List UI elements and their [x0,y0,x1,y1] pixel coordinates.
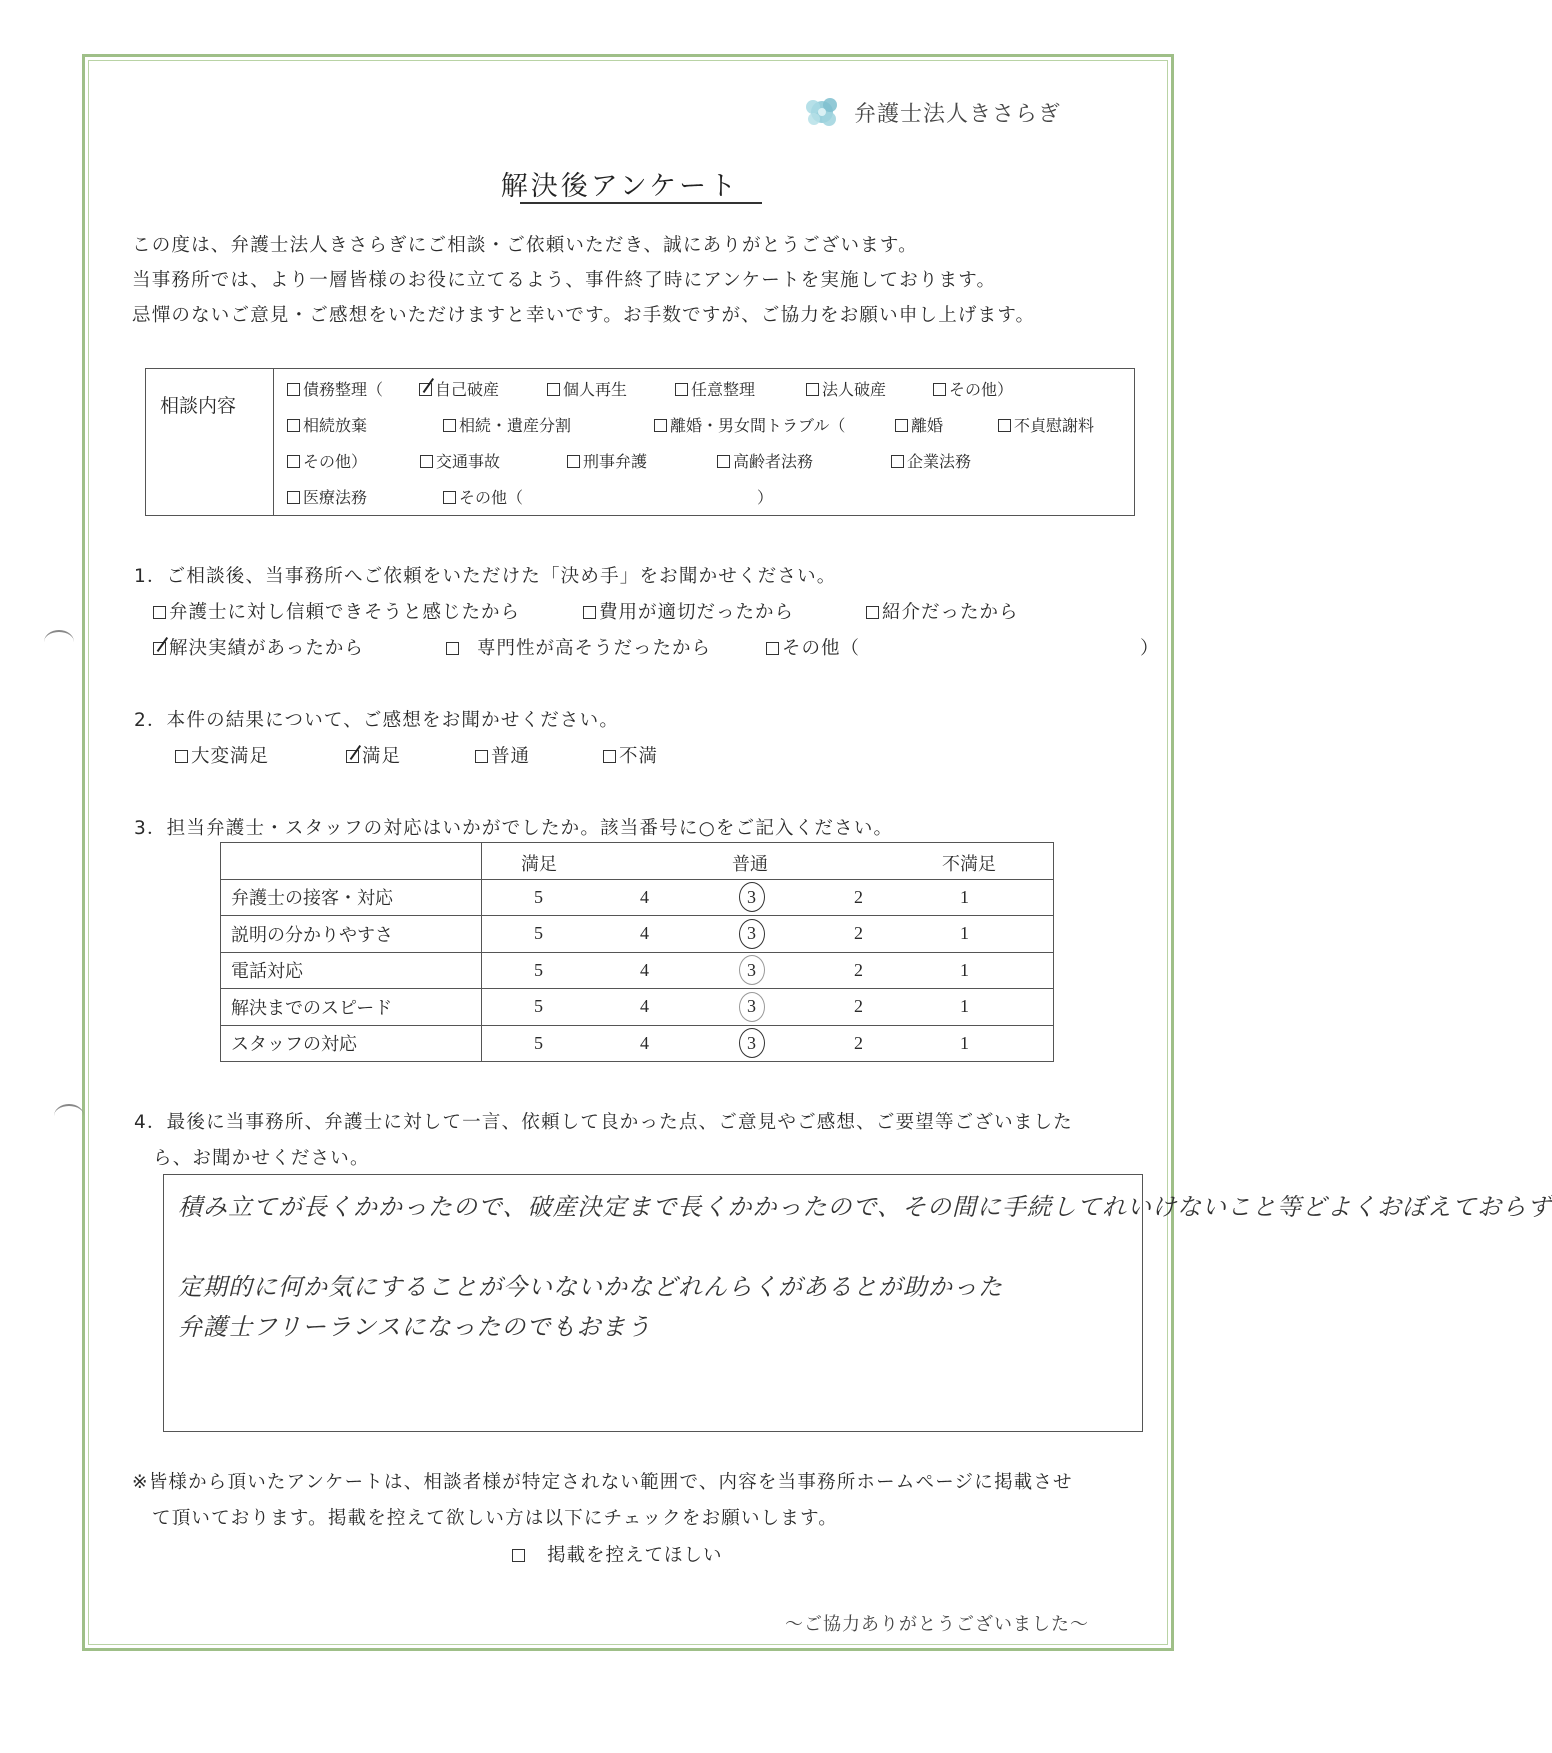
firm-name: 弁護士法人きさらぎ [854,101,1062,127]
intro-text [132,228,1035,333]
rating-row-scale [482,879,1054,916]
closing-message: ～ご協力ありがとうございました～ [785,1614,1089,1635]
consultation-type-box [145,368,1135,516]
rating-4[interactable]: 4 [640,923,649,943]
intro-line: この度は、弁護士法人きさらぎにご相談・ご依頼いただき、誠にありがとうございます。 [132,235,918,256]
question-4-line1: 4．最後に当事務所、弁護士に対して一言、依頼して良かった点、ご意見やご感想、ご要望等ございました [134,1112,1073,1133]
question-1: 1．ご相談後、当事務所へご依頼をいただけた「決め手」をお聞かせください。 [134,566,837,587]
rating-header-row [221,843,1054,880]
checkbox-checked[interactable] [153,642,166,655]
q1-option-referral[interactable]: 紹介だったから [866,598,1019,624]
rating-2[interactable]: 2 [854,996,863,1016]
option-divorce-other[interactable]: その他） [287,449,367,472]
rating-2[interactable]: 2 [854,923,863,943]
checkbox[interactable] [766,642,779,655]
option-elderly-law[interactable]: 高齢者法務 [717,449,813,472]
option-personal-rehabilitation[interactable]: 個人再生 [547,377,627,400]
rating-3-selected[interactable]: 3 [747,923,756,944]
comment-box[interactable] [163,1174,1552,1432]
checkbox[interactable] [567,455,580,468]
checkbox[interactable] [443,419,456,432]
rating-row [221,989,1054,1026]
opt-out-option[interactable]: 掲載を控えてほしい [512,1541,723,1567]
checkbox[interactable] [998,419,1011,432]
checkbox[interactable] [806,383,819,396]
scale-header-satisfied: 満足 [521,854,557,875]
rating-header-blank [221,843,482,880]
checkbox-checked[interactable] [419,383,432,396]
checkbox[interactable] [583,606,596,619]
q1-option-expertise[interactable]: 専門性が高そうだったから [446,634,711,660]
rating-1[interactable]: 1 [960,1032,969,1053]
q2-option-satisfied[interactable]: 満足 [346,742,401,768]
selection-circle [739,992,765,1022]
q2-option-neutral[interactable]: 普通 [475,742,530,768]
checkbox[interactable] [287,455,300,468]
checkbox-checked[interactable] [346,750,359,763]
selection-circle [739,1028,765,1058]
option-inheritance-renunciation[interactable]: 相続放棄 [287,413,367,436]
option-traffic-accident[interactable]: 交通事故 [420,449,500,472]
q1-option-track-record[interactable]: 解決実績があったから [153,634,364,660]
handwritten-comment-line: 弁護士フリーランスになったのでもおまう [178,1313,652,1341]
checkbox[interactable] [717,455,730,468]
question-2: 2．本件の結果について、ご感想をお聞かせください。 [134,710,620,731]
checkbox[interactable] [654,419,667,432]
q1-option-trust[interactable]: 弁護士に対し信頼できそうと感じたから [153,598,520,624]
page-title: 解決後アンケート [500,171,740,202]
title-underline [520,202,762,204]
scale-header-neutral: 普通 [732,854,768,875]
rating-4[interactable]: 4 [640,959,649,980]
rating-row [221,1025,1054,1062]
rating-5[interactable]: 5 [534,959,543,980]
option-criminal-defense[interactable]: 刑事弁護 [567,449,647,472]
rating-row-label: スタッフの対応 [221,1025,482,1062]
rating-4[interactable]: 4 [640,996,649,1016]
handwritten-comment-line: 定期的に何か気にすることが今いないかなどれんらくがあるとが助かった [178,1273,1003,1301]
publication-note-line1: ※皆様から頂いたアンケートは、相談者様が特定されない範囲で、内容を当事務所ホームページに掲載させ [132,1472,1073,1493]
checkbox[interactable] [287,383,300,396]
rating-row-label: 電話対応 [221,952,482,989]
option-other[interactable]: その他（ [443,485,523,508]
option-debt-other[interactable]: その他） [933,377,1013,400]
rating-row-scale [482,952,1054,989]
checkbox[interactable] [443,491,456,504]
q1-option-fee[interactable]: 費用が適切だったから [583,598,794,624]
option-voluntary-arrangement[interactable]: 任意整理 [675,377,755,400]
consultation-label: 相談内容 [146,369,274,515]
option-inheritance-division[interactable]: 相続・遺産分割 [443,413,571,436]
q2-option-very-satisfied[interactable]: 大変満足 [175,742,269,768]
option-infidelity-damages[interactable]: 不貞慰謝料 [998,413,1094,436]
selection-circle [739,882,765,912]
question-3: 3．担当弁護士・スタッフの対応はいかがでしたか。該当番号に○をご記入ください。 [134,818,894,839]
rating-1[interactable]: 1 [960,959,969,980]
flower-logo-icon [800,92,844,132]
option-corporate-law[interactable]: 企業法務 [891,449,971,472]
rating-2[interactable]: 2 [854,886,863,907]
rating-5[interactable]: 5 [534,923,543,943]
scale-header-dissatisfied: 不満足 [942,854,996,875]
q1-option-other[interactable]: その他（ [766,634,860,660]
intro-line: 当事務所では、より一層皆様のお役に立てるよう、事件終了時にアンケートを実施しております。 [132,270,997,291]
rating-row-scale [482,989,1054,1026]
rating-row-scale [482,1025,1054,1062]
checkbox[interactable] [175,750,188,763]
checkbox[interactable] [933,383,946,396]
firm-logo [800,92,1061,132]
other-close-paren: ） [757,488,774,507]
checkbox[interactable] [420,455,433,468]
option-divorce-trouble[interactable]: 離婚・男女間トラブル（ [654,413,845,436]
rating-row [221,952,1054,989]
checkbox[interactable] [287,419,300,432]
rating-5[interactable]: 5 [534,996,543,1016]
selection-circle [739,919,765,949]
checkbox[interactable] [287,491,300,504]
rating-5[interactable]: 5 [534,886,543,907]
q1-other-close-paren: ） [1140,638,1160,659]
question-4-line2: ら、お聞かせください。 [153,1148,370,1169]
rating-3-selected[interactable]: 3 [747,1033,756,1054]
checkbox[interactable] [446,642,459,655]
q2-option-dissatisfied[interactable]: 不満 [603,742,658,768]
punch-hole-mark [44,630,74,654]
option-corporate-bankruptcy[interactable]: 法人破産 [806,377,886,400]
rating-row [221,916,1054,953]
rating-row [221,879,1054,916]
rating-5[interactable]: 5 [534,1032,543,1053]
option-medical-law[interactable]: 医療法務 [287,485,367,508]
rating-4[interactable]: 4 [640,1032,649,1053]
checkbox[interactable] [547,383,560,396]
rating-scale-header [482,843,1054,880]
option-divorce[interactable]: 離婚 [895,413,943,436]
rating-3-selected[interactable]: 3 [747,960,756,981]
checkbox[interactable] [866,606,879,619]
punch-hole-mark [54,1104,84,1128]
selection-circle [739,955,765,985]
rating-4[interactable]: 4 [640,886,649,907]
rating-row-scale [482,916,1054,953]
checkbox[interactable] [891,455,904,468]
rating-1[interactable]: 1 [960,996,969,1016]
rating-1[interactable]: 1 [960,923,969,943]
rating-table [220,842,1054,1062]
rating-2[interactable]: 2 [854,959,863,980]
rating-row-label: 解決までのスピード [221,989,482,1026]
rating-3-selected[interactable]: 3 [747,996,756,1017]
rating-row-label: 説明の分かりやすさ [221,916,482,953]
rating-1[interactable]: 1 [960,886,969,907]
intro-line: 忌憚のないご意見・ご感想をいただけますと幸いです。お手数ですが、ご協力をお願い申し上げます。 [132,305,1036,326]
publication-note-line2: て頂いております。掲載を控えて欲しい方は以下にチェックをお願いします。 [152,1508,838,1529]
rating-row-label: 弁護士の接客・対応 [221,879,482,916]
option-bankruptcy[interactable]: 自己破産 [419,377,499,400]
checkbox[interactable] [675,383,688,396]
handwritten-comment-line: 積み立てが長くかかったので、破産決定まで長くかかったので、その間に手続してれいけないこと等どよくおぼえておらず [178,1193,1552,1221]
checkbox[interactable] [512,1549,525,1562]
rating-2[interactable]: 2 [854,1032,863,1053]
checkbox[interactable] [153,606,166,619]
option-debt-consolidation[interactable]: 債務整理（ [287,377,383,400]
checkbox[interactable] [895,419,908,432]
checkbox[interactable] [475,750,488,763]
rating-3-selected[interactable]: 3 [747,887,756,908]
checkbox[interactable] [603,750,616,763]
